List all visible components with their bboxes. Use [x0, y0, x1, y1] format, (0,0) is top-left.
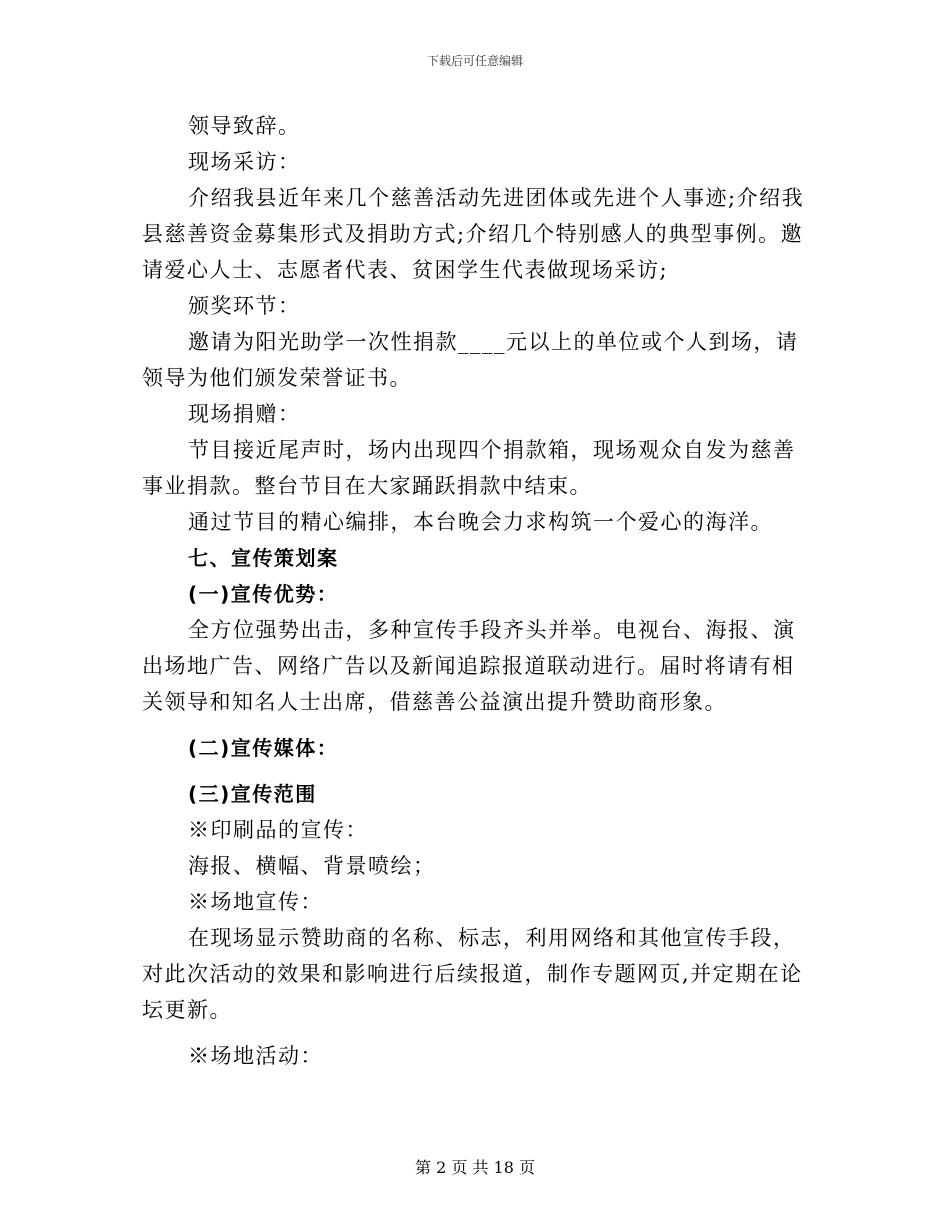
paragraph-venue-heading: ※场地宣传：: [188, 890, 323, 914]
paragraph-advantages-body: 全方位强势出击，多种宣传手段齐头并举。电视台、海报、演出场地广告、网络广告以及新闻追踪报道联动进行。届时将请有相关领导和知名人士出席，借慈善公益演出提升赞助商形象。: [142, 618, 796, 714]
paragraph-venue-activities-heading: ※场地活动：: [188, 1044, 323, 1068]
paragraph-print-heading: ※印刷品的宣传：: [188, 818, 368, 842]
paragraph-venue-body: 在现场显示赞助商的名称、标志，利用网络和其他宣传手段，对此次活动的效果和影响进行后续报道，制作专题网页,并定期在论坛更新。: [142, 926, 803, 1022]
paragraph-interview-body: 介绍我县近年来几个慈善活动先进团体或先进个人事迹;介绍我县慈善资金募集形式及捐助方式;介绍几个特别感人的典型事例。邀请爱心人士、志愿者代表、贫困学生代表做现场采访;: [142, 186, 805, 282]
paragraph-donation-heading: 现场捐赠：: [188, 402, 301, 426]
paragraph-print-body: 海报、横幅、背景喷绘；: [188, 854, 436, 878]
subsection-media: (二)宣传媒体：: [188, 736, 339, 760]
paragraph-summary: 通过节目的精心编排，本台晚会力求构筑一个爱心的海洋。: [188, 510, 773, 534]
subsection-advantages: (一)宣传优势：: [188, 582, 339, 606]
paragraph-leader-speech: 领导致辞。: [188, 114, 301, 138]
subsection-scope: (三)宣传范围: [188, 782, 317, 806]
paragraph-interview-heading: 现场采访：: [188, 150, 301, 174]
paragraph-donation-body: 节目接近尾声时，场内出现四个捐款箱，现场观众自发为慈善事业捐款。整台节目在大家踊跃捐款中结束。: [142, 438, 796, 498]
page-header: 下载后可任意编辑: [426, 54, 523, 68]
paragraph-award-heading: 颁奖环节：: [188, 294, 301, 318]
paragraph-award-body: 邀请为阳光助学一次性捐款____元以上的单位或个人到场，请领导为他们颁发荣誉证书。: [142, 330, 799, 390]
document-body: [142, 108, 812, 1074]
section-title-publicity: 七、宣传策划案: [188, 546, 339, 570]
page-footer: 第 2 页 共 18 页: [415, 1158, 535, 1177]
